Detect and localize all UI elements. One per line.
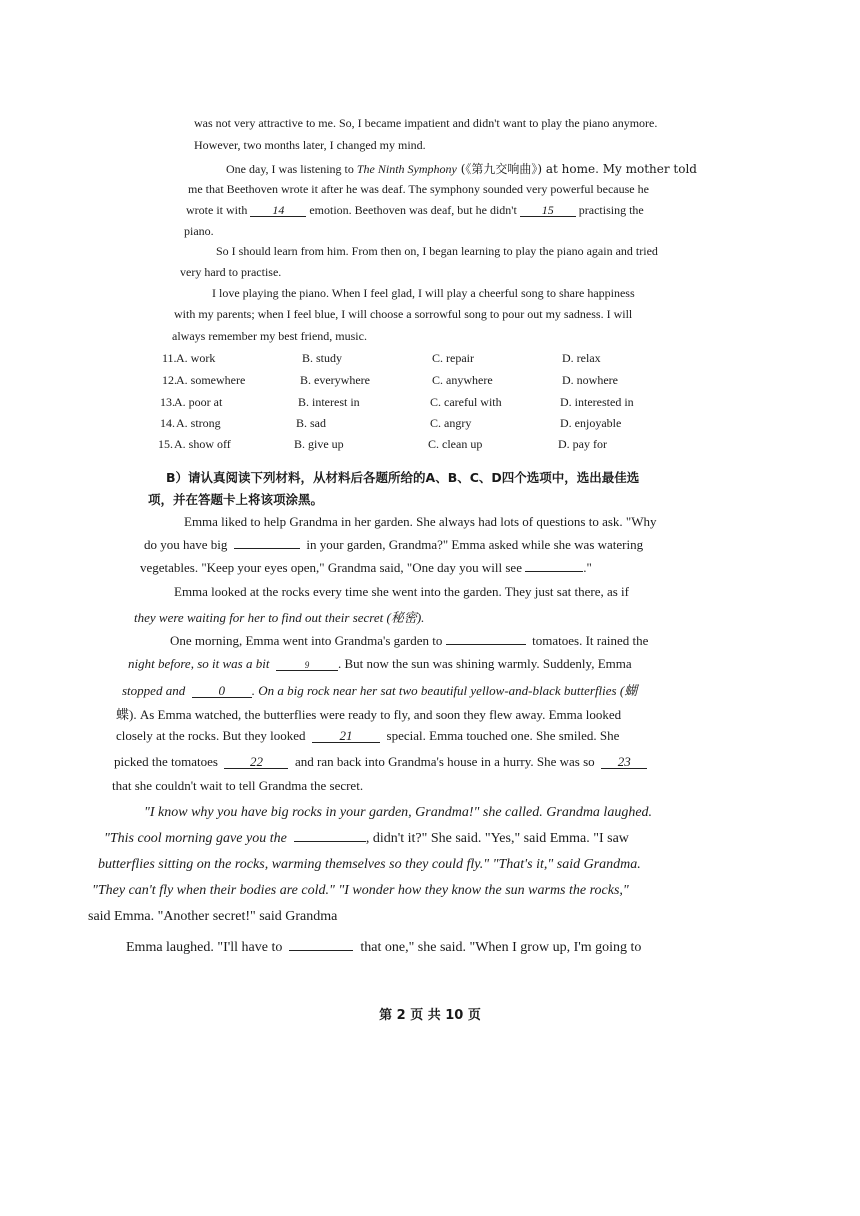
text: in your garden, Grandma?" Emma asked while she was watering: [306, 537, 644, 552]
passage-b-line: [112, 778, 363, 794]
passage-b-line: [88, 909, 337, 925]
option-b[interactable]: B. study: [302, 351, 343, 365]
passage-b-line: [174, 584, 629, 600]
text: they were waiting for her to find out their secret (秘密).: [134, 610, 425, 625]
text: me that Beethoven wrote it after he was deaf. The symphony sounded very powerful because he: [188, 182, 649, 196]
text: "This cool morning gave you the: [104, 831, 287, 846]
text: . But now the sun was shining warmly. Suddenly, Emma: [337, 656, 632, 671]
text: said Emma. "Another secret!" said Grandma: [88, 909, 338, 924]
text: closely at the rocks. But they looked: [116, 728, 306, 743]
passage-a-line: [194, 116, 657, 131]
passage-b-line: [134, 607, 424, 626]
question-number: 12.: [162, 373, 177, 387]
text: piano.: [184, 224, 214, 238]
text: do you have big: [144, 537, 228, 552]
option-b[interactable]: B. give up: [294, 437, 344, 451]
text: So I should learn from him. From then on, I began learning to play the piano again and tried: [216, 244, 658, 258]
option-c[interactable]: C. angry: [430, 416, 472, 430]
option-c[interactable]: C. clean up: [428, 437, 483, 451]
text: Emma looked at the rocks every time she went into the garden. They just sat there, as if: [174, 584, 629, 599]
text: emotion. Beethoven was deaf, but he didn't: [309, 203, 517, 217]
passage-a-line: [194, 138, 426, 153]
text: 蝶). As Emma watched, the butterflies were ready to fly, and soon they flew away. Emma looked: [116, 707, 622, 722]
option-b[interactable]: B. sad: [296, 416, 326, 430]
text: with my parents; when I feel blue, I will choose a sorrowful song to pour out my sadness. I will: [174, 307, 633, 321]
option-a[interactable]: A. show off: [174, 437, 231, 451]
text: very hard to practise.: [180, 265, 282, 279]
text: One day, I was listening to: [226, 162, 357, 176]
passage-b-line: [92, 883, 629, 899]
passage-a-line: [216, 244, 658, 259]
text: "I know why you have big rocks in your garden, Grandma!" she called. Grandma laughed.: [144, 805, 653, 820]
text: (《第九交响曲》) at home. My mother told: [456, 162, 697, 176]
text: However, two months later, I changed my mind.: [194, 138, 426, 152]
text: that she couldn't wait to tell Grandma the secret.: [112, 778, 364, 793]
text: special. Emma touched one. She smiled. She: [386, 728, 620, 743]
answer-blank-23[interactable]: 23: [601, 755, 647, 769]
passage-a-line: [212, 286, 635, 301]
passage-b-line: [104, 831, 629, 847]
text: vegetables. "Keep your eyes open," Grandma said, "One day you will see: [140, 560, 522, 575]
option-b[interactable]: B. interest in: [298, 395, 360, 409]
option-c[interactable]: C. careful with: [430, 395, 502, 409]
answer-blank-25[interactable]: [289, 950, 353, 951]
section-b-instruction: B）请认真阅读下列材料，从材料后各题所给的A、B、C、D四个选项中，选出最佳选: [166, 470, 640, 485]
passage-a-line: [172, 329, 367, 344]
passage-a-line: [226, 160, 697, 177]
text: always remember my best friend, music.: [172, 329, 367, 343]
text: was not very attractive to me. So, I became impatient and didn't want to play the piano anymore.: [194, 116, 658, 130]
answer-blank-16[interactable]: [234, 548, 300, 549]
text: stopped and: [122, 683, 186, 698]
symphony-title: The Ninth Symphony: [356, 162, 457, 176]
text: tomatoes. It rained the: [532, 633, 649, 648]
passage-b-line: [126, 940, 641, 956]
answer-blank-17[interactable]: [525, 571, 583, 572]
answer-blank-24[interactable]: [294, 841, 366, 842]
question-number: 13.: [160, 395, 175, 409]
text: I love playing the piano. When I feel glad, I will play a cheerful song to share happiness: [212, 286, 635, 300]
question-number: 14.: [160, 416, 175, 430]
passage-b-line: [122, 680, 637, 699]
option-c[interactable]: C. repair: [432, 351, 474, 365]
option-a[interactable]: A. work: [176, 351, 216, 365]
option-a[interactable]: A. poor at: [174, 395, 223, 409]
answer-blank-18[interactable]: [446, 644, 526, 645]
option-d[interactable]: D. relax: [562, 351, 601, 365]
answer-blank-21[interactable]: 21: [312, 729, 380, 743]
passage-b-line: [144, 537, 643, 553]
option-b[interactable]: B. everywhere: [300, 373, 370, 387]
text: wrote it with: [186, 203, 248, 217]
option-d[interactable]: D. pay for: [558, 437, 607, 451]
option-d[interactable]: D. enjoyable: [560, 416, 622, 430]
passage-b-line: [184, 514, 656, 530]
section-b-instruction: 项，并在答题卡上将该项涂黑。: [148, 492, 324, 507]
answer-blank-14[interactable]: 14: [250, 204, 306, 217]
option-d[interactable]: D. interested in: [560, 395, 634, 409]
passage-a-line: [184, 224, 214, 239]
text: practising the: [578, 203, 644, 217]
passage-b-line: [128, 656, 632, 672]
text: . On a big rock near her sat two beautiful yellow-and-black butterflies (蝴: [251, 683, 638, 698]
passage-a-line: [180, 265, 281, 280]
text: that one," she said. "When I grow up, I'm going to: [360, 940, 642, 955]
answer-blank-19[interactable]: 9: [276, 661, 338, 671]
text: and ran back into Grandma's house in a hurry. She was so: [294, 754, 595, 769]
passage-a-line: [186, 203, 644, 218]
passage-b-line: [140, 560, 592, 576]
text: picked the tomatoes: [114, 754, 218, 769]
passage-a-line: [188, 182, 649, 197]
page-number-footer: 第 2 页 共 10 页: [379, 1008, 481, 1023]
option-d[interactable]: D. nowhere: [562, 373, 618, 387]
passage-b-line: [98, 857, 641, 873]
passage-a-line: [174, 307, 632, 322]
passage-b-line: [116, 728, 619, 744]
text: butterflies sitting on the rocks, warming themselves so they could fly." "That's it," said Grandma.: [98, 857, 641, 872]
option-a[interactable]: A. somewhere: [176, 373, 246, 387]
text: One morning, Emma went into Grandma's garden to: [170, 633, 443, 648]
answer-blank-20[interactable]: 0: [192, 684, 252, 698]
answer-blank-22[interactable]: 22: [224, 755, 288, 769]
text: .": [583, 560, 592, 575]
passage-b-line: [144, 805, 652, 821]
passage-b-line: [114, 754, 647, 770]
question-number: 11.: [162, 351, 177, 365]
answer-blank-15[interactable]: 15: [520, 204, 576, 217]
passage-b-line: [170, 633, 648, 649]
text: Emma liked to help Grandma in her garden. She always had lots of questions to ask. "Why: [184, 514, 657, 529]
text: , didn't it?" She said. "Yes," said Emma. "I saw: [365, 831, 629, 846]
text: "They can't fly when their bodies are cold." "I wonder how they know the sun warms the rocks,": [92, 883, 629, 898]
passage-b-line: [116, 704, 621, 723]
option-a[interactable]: A. strong: [176, 416, 221, 430]
text: night before, so it was a bit: [128, 656, 270, 671]
option-c[interactable]: C. anywhere: [432, 373, 493, 387]
text: Emma laughed. "I'll have to: [126, 940, 283, 955]
question-number: 15.: [158, 437, 173, 451]
